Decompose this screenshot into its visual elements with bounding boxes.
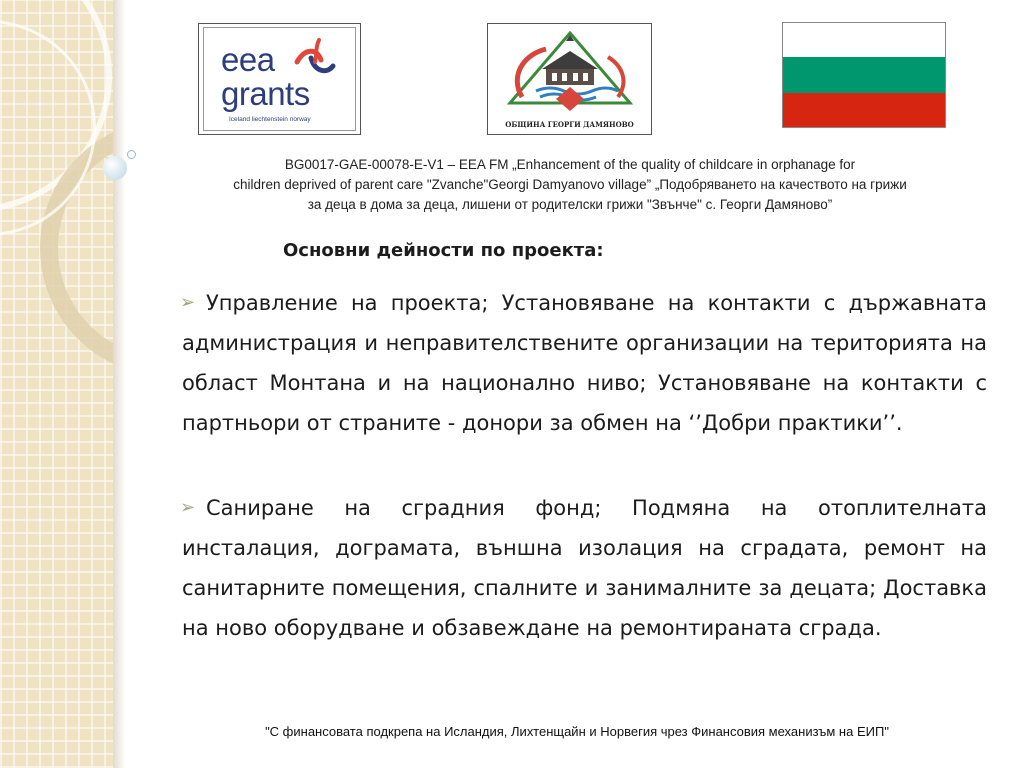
side-pattern xyxy=(0,0,113,768)
section-heading: Основни дейности по проекта: xyxy=(283,240,604,261)
eea-logo-line2: grants xyxy=(221,75,310,112)
header-line: за деца в дома за деца, лишени от родителски грижи "Звънче" с. Георги Дамяново” xyxy=(307,197,833,212)
arrow-bullet-icon: ➢ xyxy=(180,292,196,313)
header-line: BG0017-GAE-00078-E-V1 – EEA FM „Enhancement of the quality of childcare in orphanage for xyxy=(284,157,856,172)
eea-grants-logo xyxy=(198,23,361,135)
municipality-emblem-icon xyxy=(500,27,640,117)
funding-footer: "С финансовата подкрепа на Исландия, Лихтенщайн и Норвегия чрез Финансовия механизъм на ЕИП" xyxy=(265,724,889,739)
bullet-text: Саниране на сградния фонд; Подмяна на отоплителната инсталация, дограмата, външна изолация на сградата, ремонт на санитарните помещения, спалните и занималните за децата; Доставка на ново оборудване и обзавеждане на ремонтираната сграда. xyxy=(182,496,987,640)
decorative-bubble xyxy=(103,156,127,180)
side-shadow xyxy=(113,0,125,768)
decorative-bubble xyxy=(127,150,136,159)
flag-stripe-green xyxy=(783,57,945,93)
flag-stripe-red xyxy=(783,93,945,128)
project-header xyxy=(150,155,990,215)
header-line: children deprived of parent care "Zvanche"Georgi Damyanovo village” „Подобряването на качеството на грижи xyxy=(233,177,907,192)
flag-stripe-white xyxy=(783,23,945,57)
activity-bullet xyxy=(182,488,987,648)
municipality-caption: ОБЩИНА ГЕОРГИ ДАМЯНОВО xyxy=(505,120,634,129)
eea-logo-tagline: Iceland liechtenstein norway xyxy=(229,116,311,123)
bulgarian-flag xyxy=(782,22,946,128)
eea-logo-line1: eea xyxy=(221,41,275,78)
arrow-bullet-icon: ➢ xyxy=(180,497,196,518)
municipality-logo xyxy=(487,23,652,135)
activity-bullet xyxy=(182,283,987,443)
bullet-text: Управление на проекта; Установяване на контакти с държавната администрация и неправителствените организации на територията на област Монтана и на национално ниво; Установяване на контакти с партньори от страните - донори за обмен на ‘’Добри практики’’. xyxy=(182,291,987,435)
